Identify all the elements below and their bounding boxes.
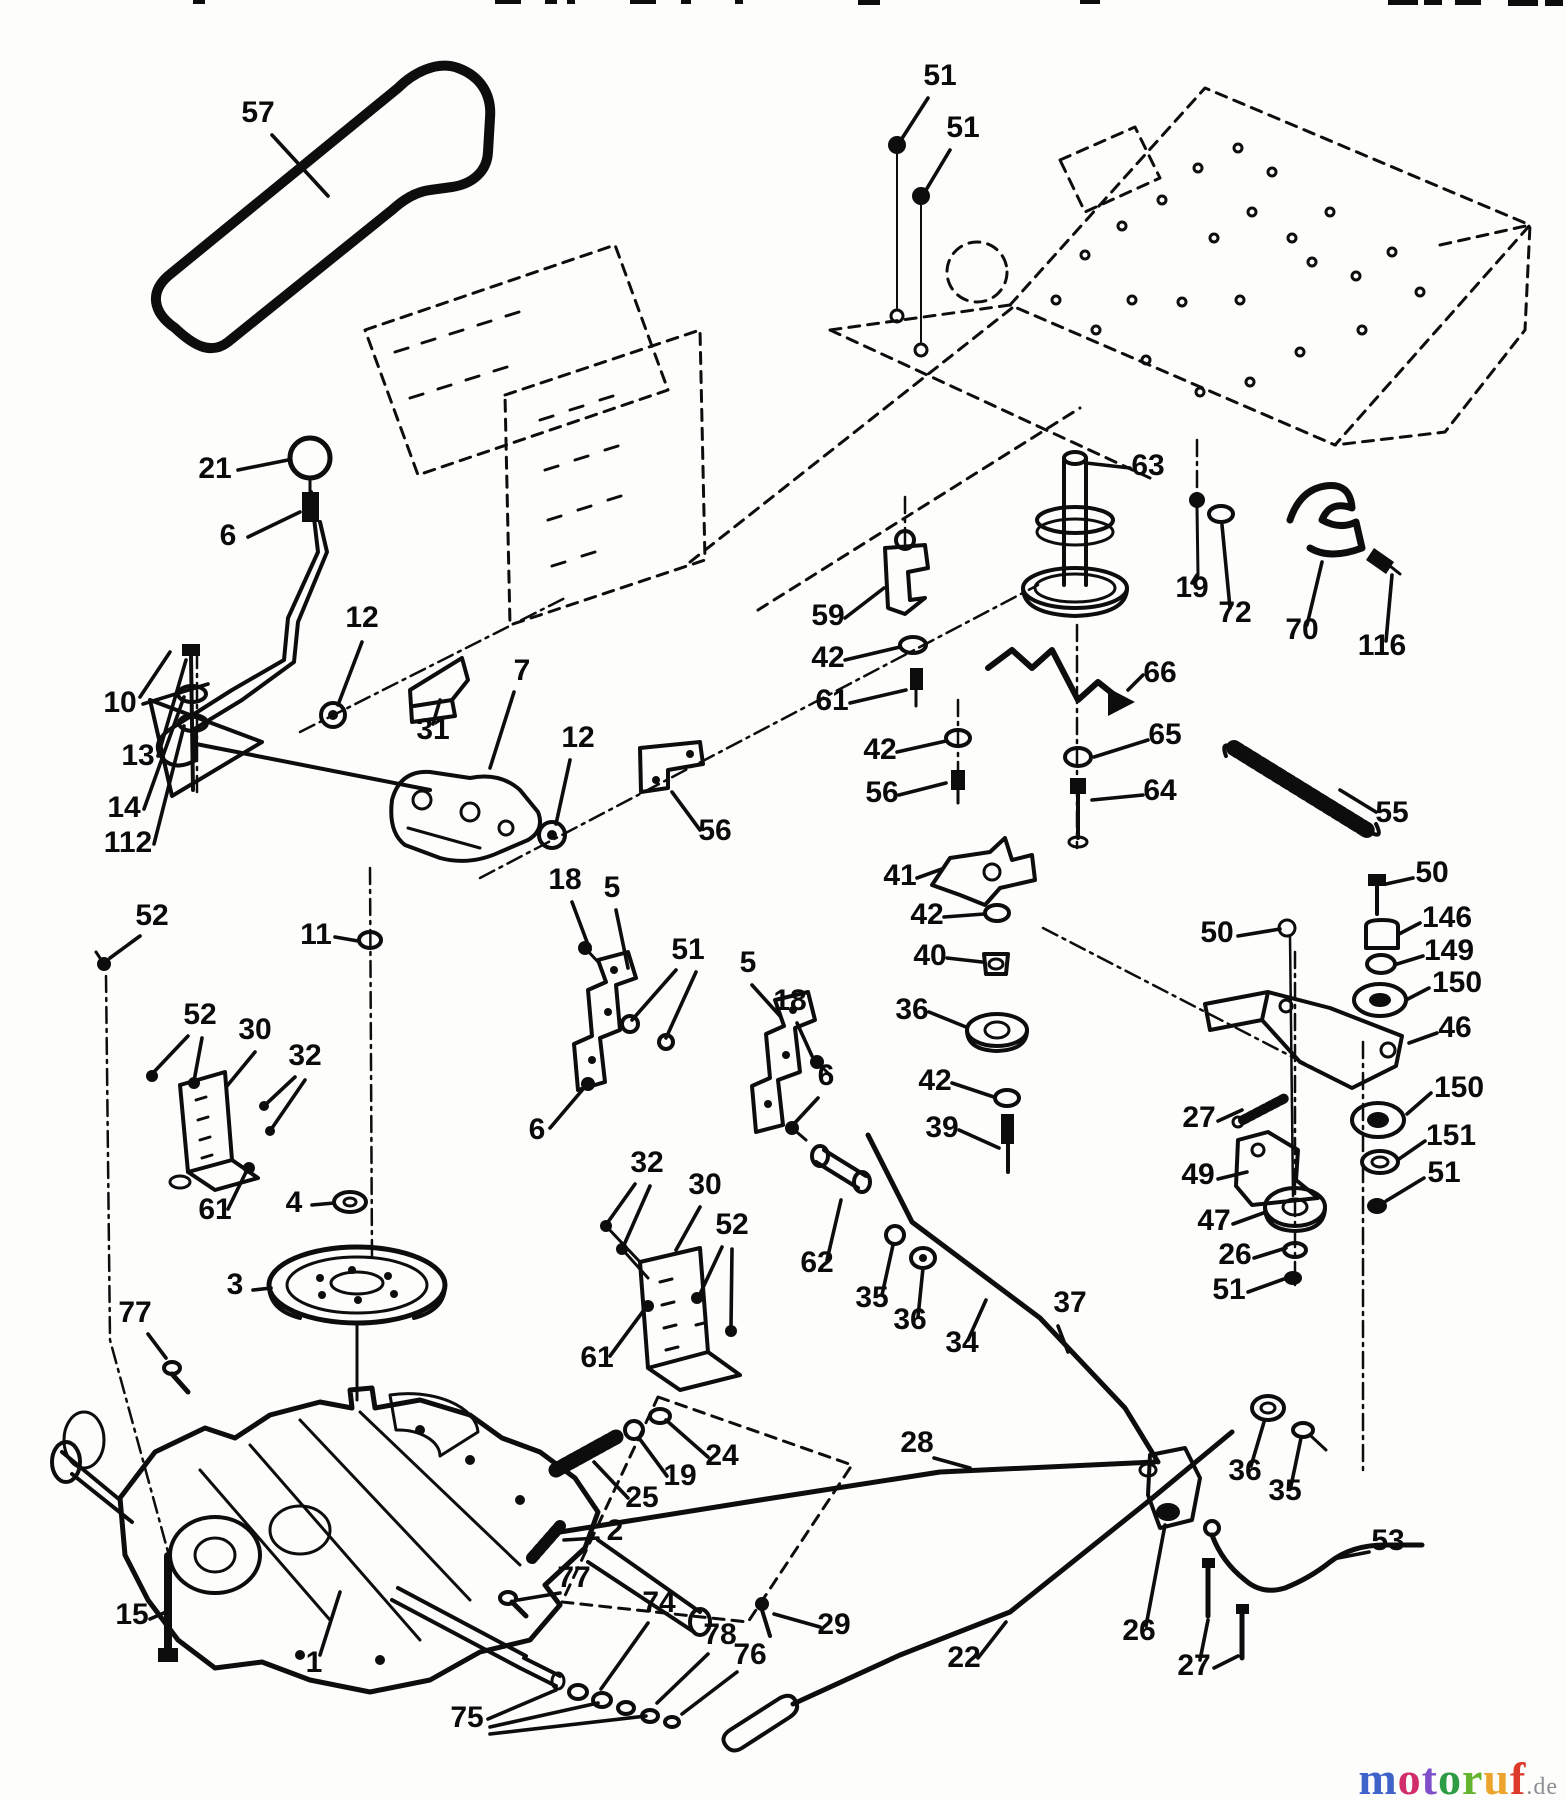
callout-29 <box>774 1608 851 1641</box>
leader-line <box>929 1012 966 1027</box>
leader-line <box>564 1538 598 1540</box>
part-number-label: 50 <box>1200 916 1234 949</box>
part-number-label: 4 <box>285 1186 303 1219</box>
callout-6 <box>529 1088 584 1146</box>
leader-line <box>1409 1033 1437 1043</box>
leader-line <box>152 1036 188 1074</box>
callout-27 <box>1177 1620 1238 1682</box>
callout-12 <box>556 721 595 824</box>
part-number-label: 10 <box>103 686 137 719</box>
leader-line <box>897 741 946 752</box>
part-number-label: 53 <box>1371 1524 1405 1557</box>
part-number-label: 36 <box>1228 1454 1262 1487</box>
part-number-label: 62 <box>800 1246 834 1279</box>
callout-42 <box>918 1064 994 1097</box>
part-number-label: 29 <box>817 1608 851 1641</box>
callout-149 <box>1397 934 1474 967</box>
part-number-label: 74 <box>642 1586 676 1619</box>
leader-line <box>194 1038 202 1081</box>
callout-12 <box>338 601 379 705</box>
callout-150 <box>1406 966 1482 1000</box>
callout-151 <box>1399 1119 1476 1159</box>
callout-4 <box>286 1186 334 1219</box>
callout-1 <box>306 1592 340 1679</box>
part-number-label: 46 <box>1438 1011 1472 1044</box>
callout-6 <box>220 512 300 552</box>
part-number-label: 116 <box>1357 629 1407 662</box>
leader-line <box>1086 463 1130 468</box>
frame-bolts-51 <box>888 136 930 356</box>
part-number-label: 15 <box>115 1598 149 1631</box>
leader-line <box>944 914 984 917</box>
part-number-label: 70 <box>1285 613 1319 646</box>
callout-21 <box>198 452 288 485</box>
part-number-label: 35 <box>1268 1474 1302 1507</box>
leader-line <box>666 972 696 1038</box>
leader-line <box>238 460 288 470</box>
callout-56 <box>672 792 732 847</box>
leader-line <box>934 1458 970 1468</box>
leader-line <box>1386 1178 1424 1201</box>
part-number-label: 76 <box>733 1638 767 1671</box>
shaft-pulley-63 <box>1023 452 1127 616</box>
watermark-letter: o <box>1397 1753 1422 1800</box>
callout-77 <box>518 1561 591 1600</box>
callout-18 <box>773 984 812 1056</box>
callout-19 <box>1175 571 1208 604</box>
mount-bracket-30-center <box>600 1220 740 1390</box>
callout-46 <box>1409 1011 1472 1044</box>
part-number-label: 39 <box>925 1111 959 1144</box>
part-number-label: 13 <box>121 739 155 772</box>
callout-7 <box>490 654 530 768</box>
part-number-label: 52 <box>715 1208 749 1241</box>
callout-51 <box>926 111 980 190</box>
part-number-label: 61 <box>815 684 849 717</box>
leader-line <box>632 970 676 1020</box>
part-number-label: 26 <box>1122 1614 1156 1647</box>
callout-61 <box>580 1310 644 1374</box>
callout-32 <box>608 1146 664 1245</box>
part-number-label: 32 <box>630 1146 664 1179</box>
part-number-label: 55 <box>1375 796 1409 829</box>
chassis-bolt-holes <box>1052 144 1424 396</box>
part-number-label: 150 <box>1431 966 1483 999</box>
callout-26 <box>1218 1238 1286 1271</box>
part-number-label: 30 <box>688 1168 722 1201</box>
part-number-label: 14 <box>107 791 141 824</box>
bracket-59-stack <box>885 531 928 706</box>
leader-line <box>1386 878 1413 884</box>
leader-line <box>1397 956 1423 964</box>
leader-line <box>845 647 900 660</box>
callout-37 <box>1053 1286 1086 1352</box>
callout-32 <box>264 1039 322 1131</box>
part-number-label: 49 <box>1181 1158 1215 1191</box>
leader-line <box>148 1334 166 1358</box>
leader-line <box>1399 1141 1425 1159</box>
leader-line <box>1128 675 1143 690</box>
callout-42 <box>910 898 984 931</box>
leader-line <box>227 1052 255 1086</box>
part-number-label: 77 <box>118 1296 152 1329</box>
leader-line <box>666 1420 708 1457</box>
watermark <box>1248 1752 1558 1800</box>
callout-52 <box>152 998 217 1081</box>
leader-line <box>952 1083 994 1097</box>
input-pulley-3 <box>269 1247 445 1400</box>
part-number-label: 24 <box>705 1439 739 1472</box>
callout-116 <box>1358 575 1406 662</box>
callout-51 <box>1212 1273 1284 1306</box>
drag-link-53 <box>1205 1396 1422 1590</box>
part-number-label: 47 <box>1197 1204 1231 1237</box>
leader-line <box>610 1310 644 1356</box>
part-number-label: 52 <box>183 998 217 1031</box>
part-number-label: 31 <box>416 713 450 746</box>
leader-line <box>608 1184 635 1222</box>
part-number-label: 5 <box>739 946 757 979</box>
cropped-title-fragments <box>193 0 1563 6</box>
part-number-label: 2 <box>606 1514 624 1547</box>
leader-line <box>978 1622 1006 1658</box>
part-number-label: 36 <box>893 1303 927 1336</box>
leader-line <box>731 1249 732 1327</box>
part-number-label: 51 <box>946 111 980 144</box>
callout-64 <box>1092 774 1177 807</box>
part-number-label: 149 <box>1423 934 1475 967</box>
part-number-label: 22 <box>947 1641 981 1674</box>
leader-line <box>1094 740 1148 757</box>
leader-line <box>1233 1212 1266 1224</box>
part-number-label: 63 <box>1131 449 1165 482</box>
callout-15 <box>115 1598 166 1631</box>
part-number-label: 36 <box>895 993 929 1026</box>
callout-61 <box>198 1170 247 1226</box>
part-number-label: 146 <box>1421 901 1473 934</box>
callout-36 <box>893 1268 926 1336</box>
leader-line <box>774 1614 820 1627</box>
callout-78 <box>657 1618 737 1703</box>
callout-28 <box>900 1426 970 1468</box>
watermark-letter: f <box>1510 1753 1527 1800</box>
leader-line <box>550 1088 584 1128</box>
part-number-label: 32 <box>288 1039 322 1072</box>
part-number-label: 66 <box>1143 656 1177 689</box>
callout-50 <box>1386 856 1449 889</box>
spring-55 <box>1224 745 1379 834</box>
part-number-label: 50 <box>1415 856 1449 889</box>
watermark-letter: r <box>1462 1753 1484 1800</box>
washer-4-11 <box>334 932 381 1212</box>
leader-line <box>312 1203 334 1205</box>
callout-27 <box>1182 1101 1242 1134</box>
callout-40 <box>913 939 982 972</box>
part-number-label: 27 <box>1182 1101 1216 1134</box>
leader-line <box>1146 1525 1165 1626</box>
callout-26 <box>1122 1525 1165 1647</box>
leader-line <box>1407 1093 1431 1114</box>
part-number-label: 64 <box>1143 774 1177 807</box>
part-number-label: 37 <box>1053 1286 1087 1319</box>
leader-line <box>1214 1656 1238 1668</box>
mount-bracket-30-left <box>146 1070 275 1190</box>
callout-51 <box>632 933 705 1038</box>
leader-line <box>850 690 906 703</box>
callout-42 <box>811 641 900 674</box>
leader-line <box>1399 923 1420 934</box>
callout-52 <box>110 899 169 958</box>
part-number-label: 78 <box>703 1618 737 1651</box>
leader-line <box>253 1288 271 1290</box>
part-number-label: 61 <box>198 1193 232 1226</box>
part-number-label: 52 <box>135 899 169 932</box>
watermark-letter: u <box>1483 1753 1511 1800</box>
callout-66 <box>1128 656 1177 690</box>
leader-line <box>1218 1172 1247 1179</box>
part-number-label: 42 <box>918 1064 952 1097</box>
callout-35 <box>1268 1438 1301 1507</box>
callout-75 <box>450 1690 646 1734</box>
support-brackets-5 <box>574 941 830 1140</box>
part-number-label: 65 <box>1148 718 1182 751</box>
callout-150 <box>1407 1071 1484 1114</box>
leader-line <box>947 958 982 962</box>
part-number-label: 75 <box>450 1701 484 1734</box>
callout-11 <box>300 918 358 951</box>
control-rod-22 <box>723 1432 1232 1751</box>
part-number-label: 18 <box>548 863 582 896</box>
leader-line <box>1254 1248 1286 1258</box>
hardware-19-72-70-116 <box>1189 485 1400 575</box>
callout-36 <box>895 993 966 1027</box>
part-number-label: 6 <box>219 519 237 552</box>
watermark-letter: o <box>1438 1753 1462 1800</box>
part-number-label: 21 <box>198 452 232 485</box>
callout-146 <box>1399 901 1472 934</box>
part-number-label: 27 <box>1177 1649 1211 1682</box>
callout-layer <box>103 59 1484 1734</box>
leader-line <box>845 588 884 618</box>
leader-line <box>1248 1279 1284 1292</box>
leader-line <box>556 760 570 824</box>
watermark-letter: m <box>1358 1753 1398 1800</box>
hidden-side-plates <box>365 245 705 625</box>
part-number-label: 51 <box>1212 1273 1246 1306</box>
callout-39 <box>925 1111 999 1148</box>
leader-line <box>899 783 946 795</box>
leader-line <box>901 98 928 140</box>
rod-66-hardware <box>988 650 1135 847</box>
part-number-label: 12 <box>561 721 595 754</box>
bolt-52-top <box>96 952 111 971</box>
callout-59 <box>811 588 884 632</box>
part-number-label: 40 <box>913 939 947 972</box>
part-number-label: 26 <box>1218 1238 1252 1271</box>
callout-22 <box>947 1622 1006 1674</box>
bolt-stack-13-14-112 <box>178 644 207 790</box>
part-number-label: 42 <box>910 898 944 931</box>
callout-70 <box>1285 562 1322 646</box>
part-number-label: 77 <box>557 1561 591 1594</box>
part-number-label: 35 <box>855 1281 889 1314</box>
callout-31 <box>416 700 449 746</box>
part-number-label: 28 <box>900 1426 934 1459</box>
leader-line <box>676 1207 700 1250</box>
leader-line <box>490 1716 646 1734</box>
leader-line <box>490 692 514 768</box>
watermark-suffix: .de <box>1526 1774 1558 1800</box>
callout-18 <box>548 863 590 950</box>
leader-line <box>335 937 358 941</box>
leader-line <box>601 1623 648 1689</box>
callout-35 <box>855 1245 893 1314</box>
part-number-label: 18 <box>773 984 807 1017</box>
part-number-label: 19 <box>663 1459 697 1492</box>
part-number-label: 1 <box>305 1646 323 1679</box>
callout-52 <box>700 1208 749 1327</box>
callout-72 <box>1218 525 1251 629</box>
bolt-29 <box>755 1597 770 1636</box>
callout-34 <box>945 1300 986 1359</box>
part-number-label: 30 <box>238 1013 272 1046</box>
leader-line <box>959 1130 999 1148</box>
leader-line <box>320 1592 340 1655</box>
callout-77 <box>118 1296 166 1358</box>
callout-42 <box>863 733 946 766</box>
leader-line <box>792 1098 818 1126</box>
part-number-label: 6 <box>528 1113 546 1146</box>
part-number-label: 34 <box>945 1326 979 1359</box>
callout-50 <box>1200 916 1280 949</box>
leader-line <box>616 910 628 968</box>
callout-47 <box>1197 1204 1266 1237</box>
part-number-label: 56 <box>865 776 899 809</box>
part-number-label: 150 <box>1433 1071 1485 1104</box>
part-number-label: 42 <box>863 733 897 766</box>
part-number-label: 151 <box>1425 1119 1477 1152</box>
leader-line <box>338 642 362 705</box>
part-number-label: 5 <box>603 871 621 904</box>
part-number-label: 19 <box>1175 571 1209 604</box>
callout-65 <box>1094 718 1182 757</box>
part-number-label: 12 <box>345 601 379 634</box>
part-number-label: 6 <box>817 1059 835 1092</box>
leader-line <box>594 1462 628 1498</box>
part-number-label: 56 <box>698 814 732 847</box>
callout-74 <box>601 1586 676 1689</box>
callout-30 <box>227 1013 272 1086</box>
leader-line <box>1238 929 1280 936</box>
leader-line <box>248 512 300 537</box>
chassis-frame <box>690 88 1530 610</box>
leader-line <box>672 792 700 830</box>
part-number-label: 59 <box>811 599 845 632</box>
leader-line <box>140 652 170 697</box>
callout-56 <box>865 776 946 809</box>
callout-3 <box>227 1268 271 1301</box>
part-number-label: 61 <box>580 1341 614 1374</box>
part-number-label: 41 <box>883 859 917 892</box>
part-number-label: 51 <box>1427 1156 1461 1189</box>
part-number-label: 72 <box>1218 596 1252 629</box>
leader-line <box>657 1654 708 1703</box>
part-number-label: 3 <box>226 1268 244 1301</box>
leader-line <box>1092 795 1143 800</box>
part-number-label: 51 <box>923 59 957 92</box>
part-number-label: 42 <box>811 641 845 674</box>
leader-line <box>270 1080 305 1131</box>
leader-line <box>1406 988 1429 1000</box>
callout-61 <box>815 684 906 717</box>
watermark-letter: t <box>1421 1753 1438 1800</box>
part-number-label: 112 <box>103 826 153 859</box>
part-number-label: 7 <box>513 654 531 687</box>
part-number-label: 57 <box>241 96 275 129</box>
part-number-label: 25 <box>625 1481 659 1514</box>
callout-25 <box>594 1462 659 1514</box>
callout-62 <box>800 1200 841 1279</box>
part-number-label: 51 <box>671 933 705 966</box>
leader-line <box>926 150 950 190</box>
part-number-label: 11 <box>300 918 332 951</box>
leader-line <box>110 936 140 958</box>
leader-line <box>682 1672 737 1714</box>
